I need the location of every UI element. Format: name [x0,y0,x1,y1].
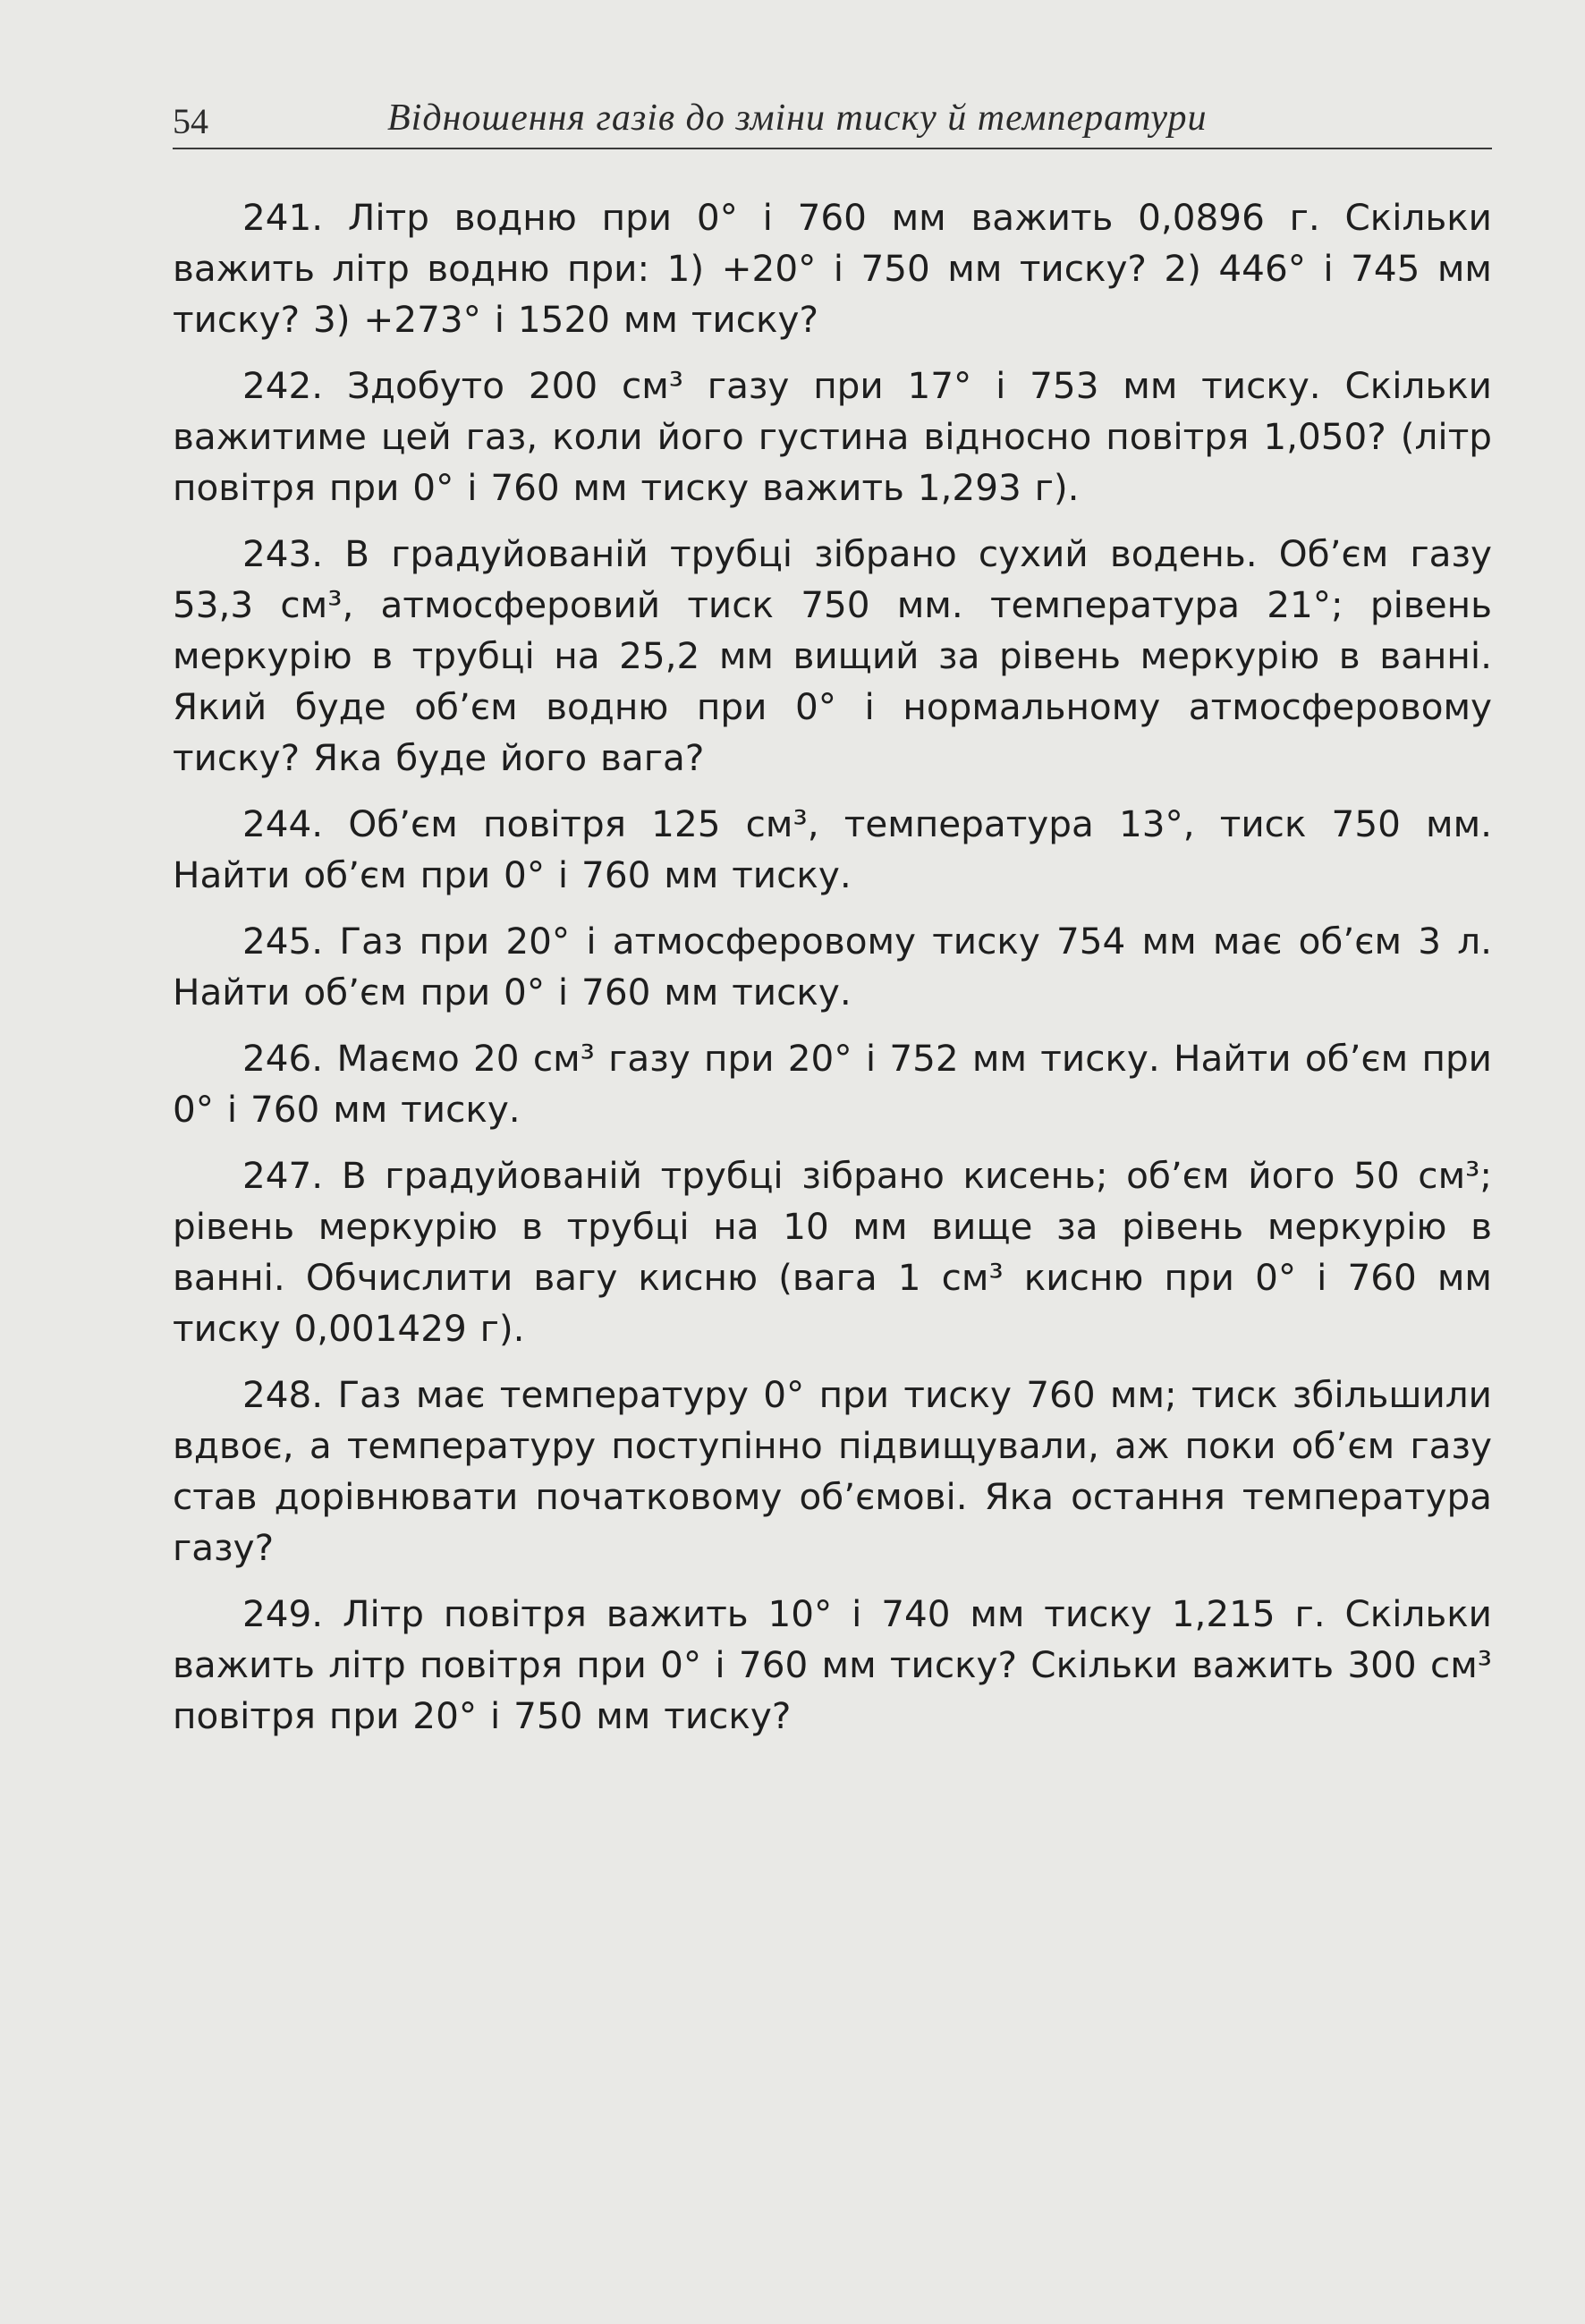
page-number: 54 [173,101,208,141]
problem-249: 249. Літр повітря важить 10° і 740 мм тиску 1,215 г. Скільки важить літр повітря при 0° і 760 мм тиску? Скільки важить 300 см³ повітря при 20° і 750 мм тиску? [173,1592,1492,1737]
problem-242: 242. Здобуто 200 см³ газу при 17° і 753 мм тиску. Скільки важитиме цей газ, коли його густина відносно повітря 1,050? (літр повітря при 0° і 760 мм тиску важить 1,293 г). [173,364,1492,509]
problem-244: 244. Об’єм повітря 125 см³, температура 13°, тиск 750 мм. Найти об’єм при 0° і 760 мм тиску. [173,802,1492,896]
page-header [173,89,1492,152]
problem-243: 243. В градуйованій трубці зібрано сухий водень. Об’єм газу 53,3 см³, атмосферовий тиск 750 мм. температура 21°; рівень меркурію в трубці на 25,2 мм вищий за рівень меркурію в ванні. Який буде об’єм водню при 0° і нормальному атмосферовому тиску? Яка буде його вага? [173,532,1492,779]
problem-246: 246. Маємо 20 см³ газу при 20° і 752 мм тиску. Найти об’єм при 0° і 760 мм тиску. [173,1037,1492,1131]
problem-list [173,192,1492,1757]
problem-248: 248. Газ має температуру 0° при тиску 760 мм; тиск збільшили вдвоє, а температуру поступінно підвищували, аж поки об’єм газу став дорівнювати початковому об’ємові. Яка остання температура газу? [173,1373,1492,1569]
problem-247: 247. В градуйованій трубці зібрано кисень; об’єм його 50 см³; рівень меркурію в трубці на 10 мм вище за рівень меркурію в ванні. Обчислити вагу кисню (вага 1 см³ кисню при 0° і 760 мм тиску 0,001429 г). [173,1154,1492,1350]
header-rule [173,148,1492,149]
running-title: Відношення газів до зміни тиску й температури [387,98,1208,139]
problem-241: 241. Літр водню при 0° і 760 мм важить 0,0896 г. Скільки важить літр водню при: 1) +20° і 750 мм тиску? 2) 446° і 745 мм тиску? 3) +273° і 1520 мм тиску? [173,196,1492,341]
problem-245: 245. Газ при 20° і атмосферовому тиску 754 мм має об’єм 3 л. Найти об’єм при 0° і 760 мм тиску. [173,920,1492,1014]
